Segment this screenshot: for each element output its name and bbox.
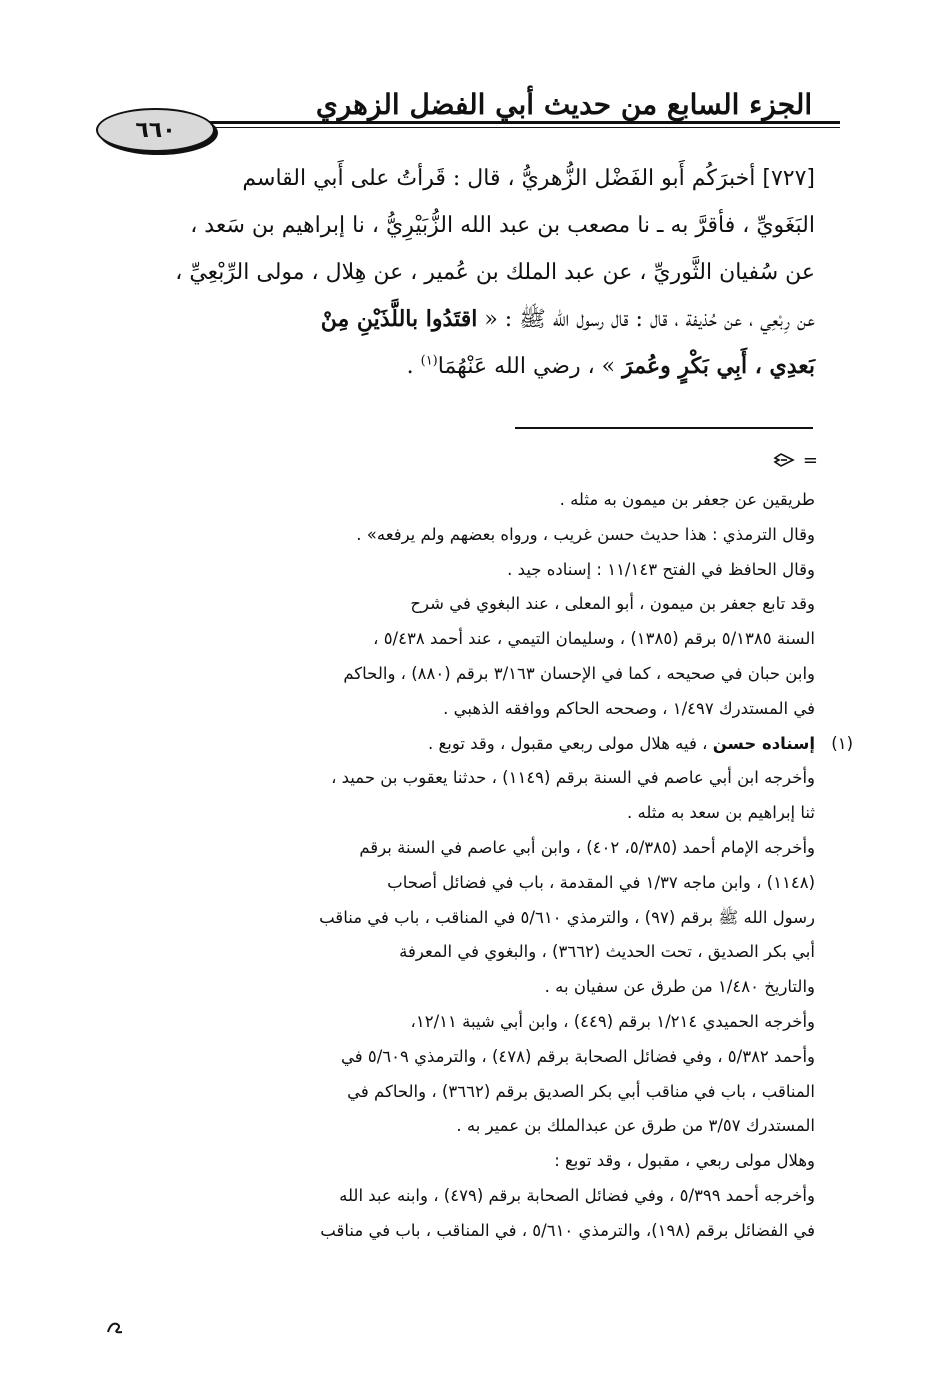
hadith-line-text: عن رِبْعِي ، عن حُذيفة ، قال : قال رسول الله ﷺ : « xyxy=(484,307,815,332)
footnote-line: في الفضائل برقم (١٩٨)، والترمذي ٥/٦١٠ ، في المناقب ، باب في مناقب xyxy=(320,1220,815,1240)
catchword-icon xyxy=(105,1318,125,1336)
footnote-line: وهلال مولى ربعي ، مقبول ، وقد توبع : xyxy=(554,1151,815,1171)
footnote-1-marker: (١) xyxy=(831,733,853,753)
footnote-line: وأخرجه الإمام أحمد (٥/٣٨٥، ٤٠٢) ، وابن أبي عاصم في السنة برقم xyxy=(359,837,815,857)
catchword-mark xyxy=(105,1318,127,1338)
hadith-text xyxy=(103,155,815,390)
hadith-line xyxy=(103,343,815,390)
page-number: ٦٦٠ xyxy=(135,117,176,143)
footnote-line: في المستدرك ١/٤٩٧ ، وصححه الحاكم ووافقه الذهبي . xyxy=(443,698,815,718)
hadith-line-text: أخبرَكُم أَبو الفَضْل الزُّهريُّ ، قال : قَرأتُ على أَبي القاسم xyxy=(242,166,756,191)
footnote-line: وأخرجه ابن أبي عاصم في السنة برقم (١١٤٩) ، حدثنا يعقوب بن حميد ، xyxy=(331,768,815,788)
footnote-line: وقال الحافظ في الفتح ١١/١٤٣ : إسناده جيد . xyxy=(507,559,815,579)
hadith-line: البَغَويِّ ، فأقرَّ به ـ نا مصعب بن عبد الله الزُّبَيْرِيُّ ، نا إبراهيم بن سَعد ، xyxy=(190,213,815,238)
page-number-badge xyxy=(96,108,215,152)
footnote-line: وابن حبان في صحيحه ، كما في الإحسان ٣/١٦٣ برقم (٨٨٠) ، والحاكم xyxy=(343,663,815,683)
footnote-line: وأخرجه أحمد ٥/٣٩٩ ، وفي فضائل الصحابة برقم (٤٧٩) ، وابنه عبد الله xyxy=(339,1185,815,1205)
footnote-line: (١١٤٨) ، وابن ماجه ١/٣٧ في المقدمة ، باب في فضائل أصحاب xyxy=(387,872,815,892)
hadith-line: عن سُفيان الثَّوريِّ ، عن عبد الملك بن عُمير ، عن هِلال ، مولى الرِّبْعِيِّ ، xyxy=(175,260,815,285)
prophetic-quote-end: بَعدِي ، أَبِي بَكْرٍ وعُمرَ xyxy=(622,353,815,379)
footnote-line: طريقين عن جعفر بن ميمون به مثله . xyxy=(559,490,815,509)
footnote-line: والتاريخ ١/٤٨٠ من طرق عن سفيان به . xyxy=(544,977,815,997)
footnote-line: وقد تابع جعفر بن ميمون ، أبو المعلى ، عند البغوي في شرح xyxy=(410,594,815,614)
footnote-line: وأحمد ٥/٣٨٢ ، وفي فضائل الصحابة برقم (٤٧٨) ، والترمذي ٥/٦٠٩ في xyxy=(340,1046,815,1066)
footnote-line: أبي بكر الصديق ، تحت الحديث (٣٦٦٢) ، والبغوي في المعرفة xyxy=(399,942,815,962)
footnote-line: المناقب ، باب في مناقب أبي بكر الصديق برقم (٣٦٦٢) ، والحاكم في xyxy=(347,1081,815,1101)
footnote-line: وقال الترمذي : هذا حديث حسن غريب ، ورواه بعضهم ولم يرفعه» . xyxy=(356,524,815,544)
footnote-line: رسول الله ﷺ برقم (٩٧) ، والترمذي ٥/٦١٠ في المناقب ، باب في مناقب xyxy=(319,907,815,927)
prophetic-quote: اقتَدُوا باللَّذَيْنِ مِنْ xyxy=(320,306,478,332)
hadith-line-end: . xyxy=(406,354,414,379)
equals-sign: = xyxy=(802,449,818,471)
footnote-1-verdict: إسناده حسن xyxy=(712,733,815,753)
footnote-separator xyxy=(515,427,813,429)
hadith-line xyxy=(103,155,815,202)
hadith-number: [٧٢٧] xyxy=(762,166,815,191)
footnote-line: وأخرجه الحميدي ١/٢١٤ برقم (٤٤٩) ، وابن أبي شيبة ١٢/١١، xyxy=(410,1011,815,1031)
footnote-continuation-mark xyxy=(758,449,818,471)
footnote-line: المستدرك ٣/٥٧ من طرق عن عبدالملك بن عمير به . xyxy=(456,1116,815,1136)
header-rule xyxy=(180,121,840,124)
hadith-line xyxy=(103,296,815,343)
hadith-line-text: » ، رضي الله عَنْهُمَا xyxy=(437,354,616,379)
header-rule-thin xyxy=(180,127,840,128)
running-header-title: الجزء السابع من حديث أبي الفضل الزهري xyxy=(315,87,813,121)
footnote-1-first-line xyxy=(105,727,853,762)
footnote-line: السنة ٥/١٣٨٥ برقم (١٣٨٥) ، وسليمان التيمي ، عند أحمد ٥/٤٣٨ ، xyxy=(373,629,815,649)
pointing-hand-icon xyxy=(773,452,795,468)
footnote-reference: (١) xyxy=(420,353,438,369)
footnote-line: ثنا إبراهيم بن سعد به مثله . xyxy=(626,803,815,823)
footnote-1-text: ، فيه هلال مولى ربعي مقبول ، وقد توبع . xyxy=(428,733,708,753)
footnotes xyxy=(105,483,853,1249)
